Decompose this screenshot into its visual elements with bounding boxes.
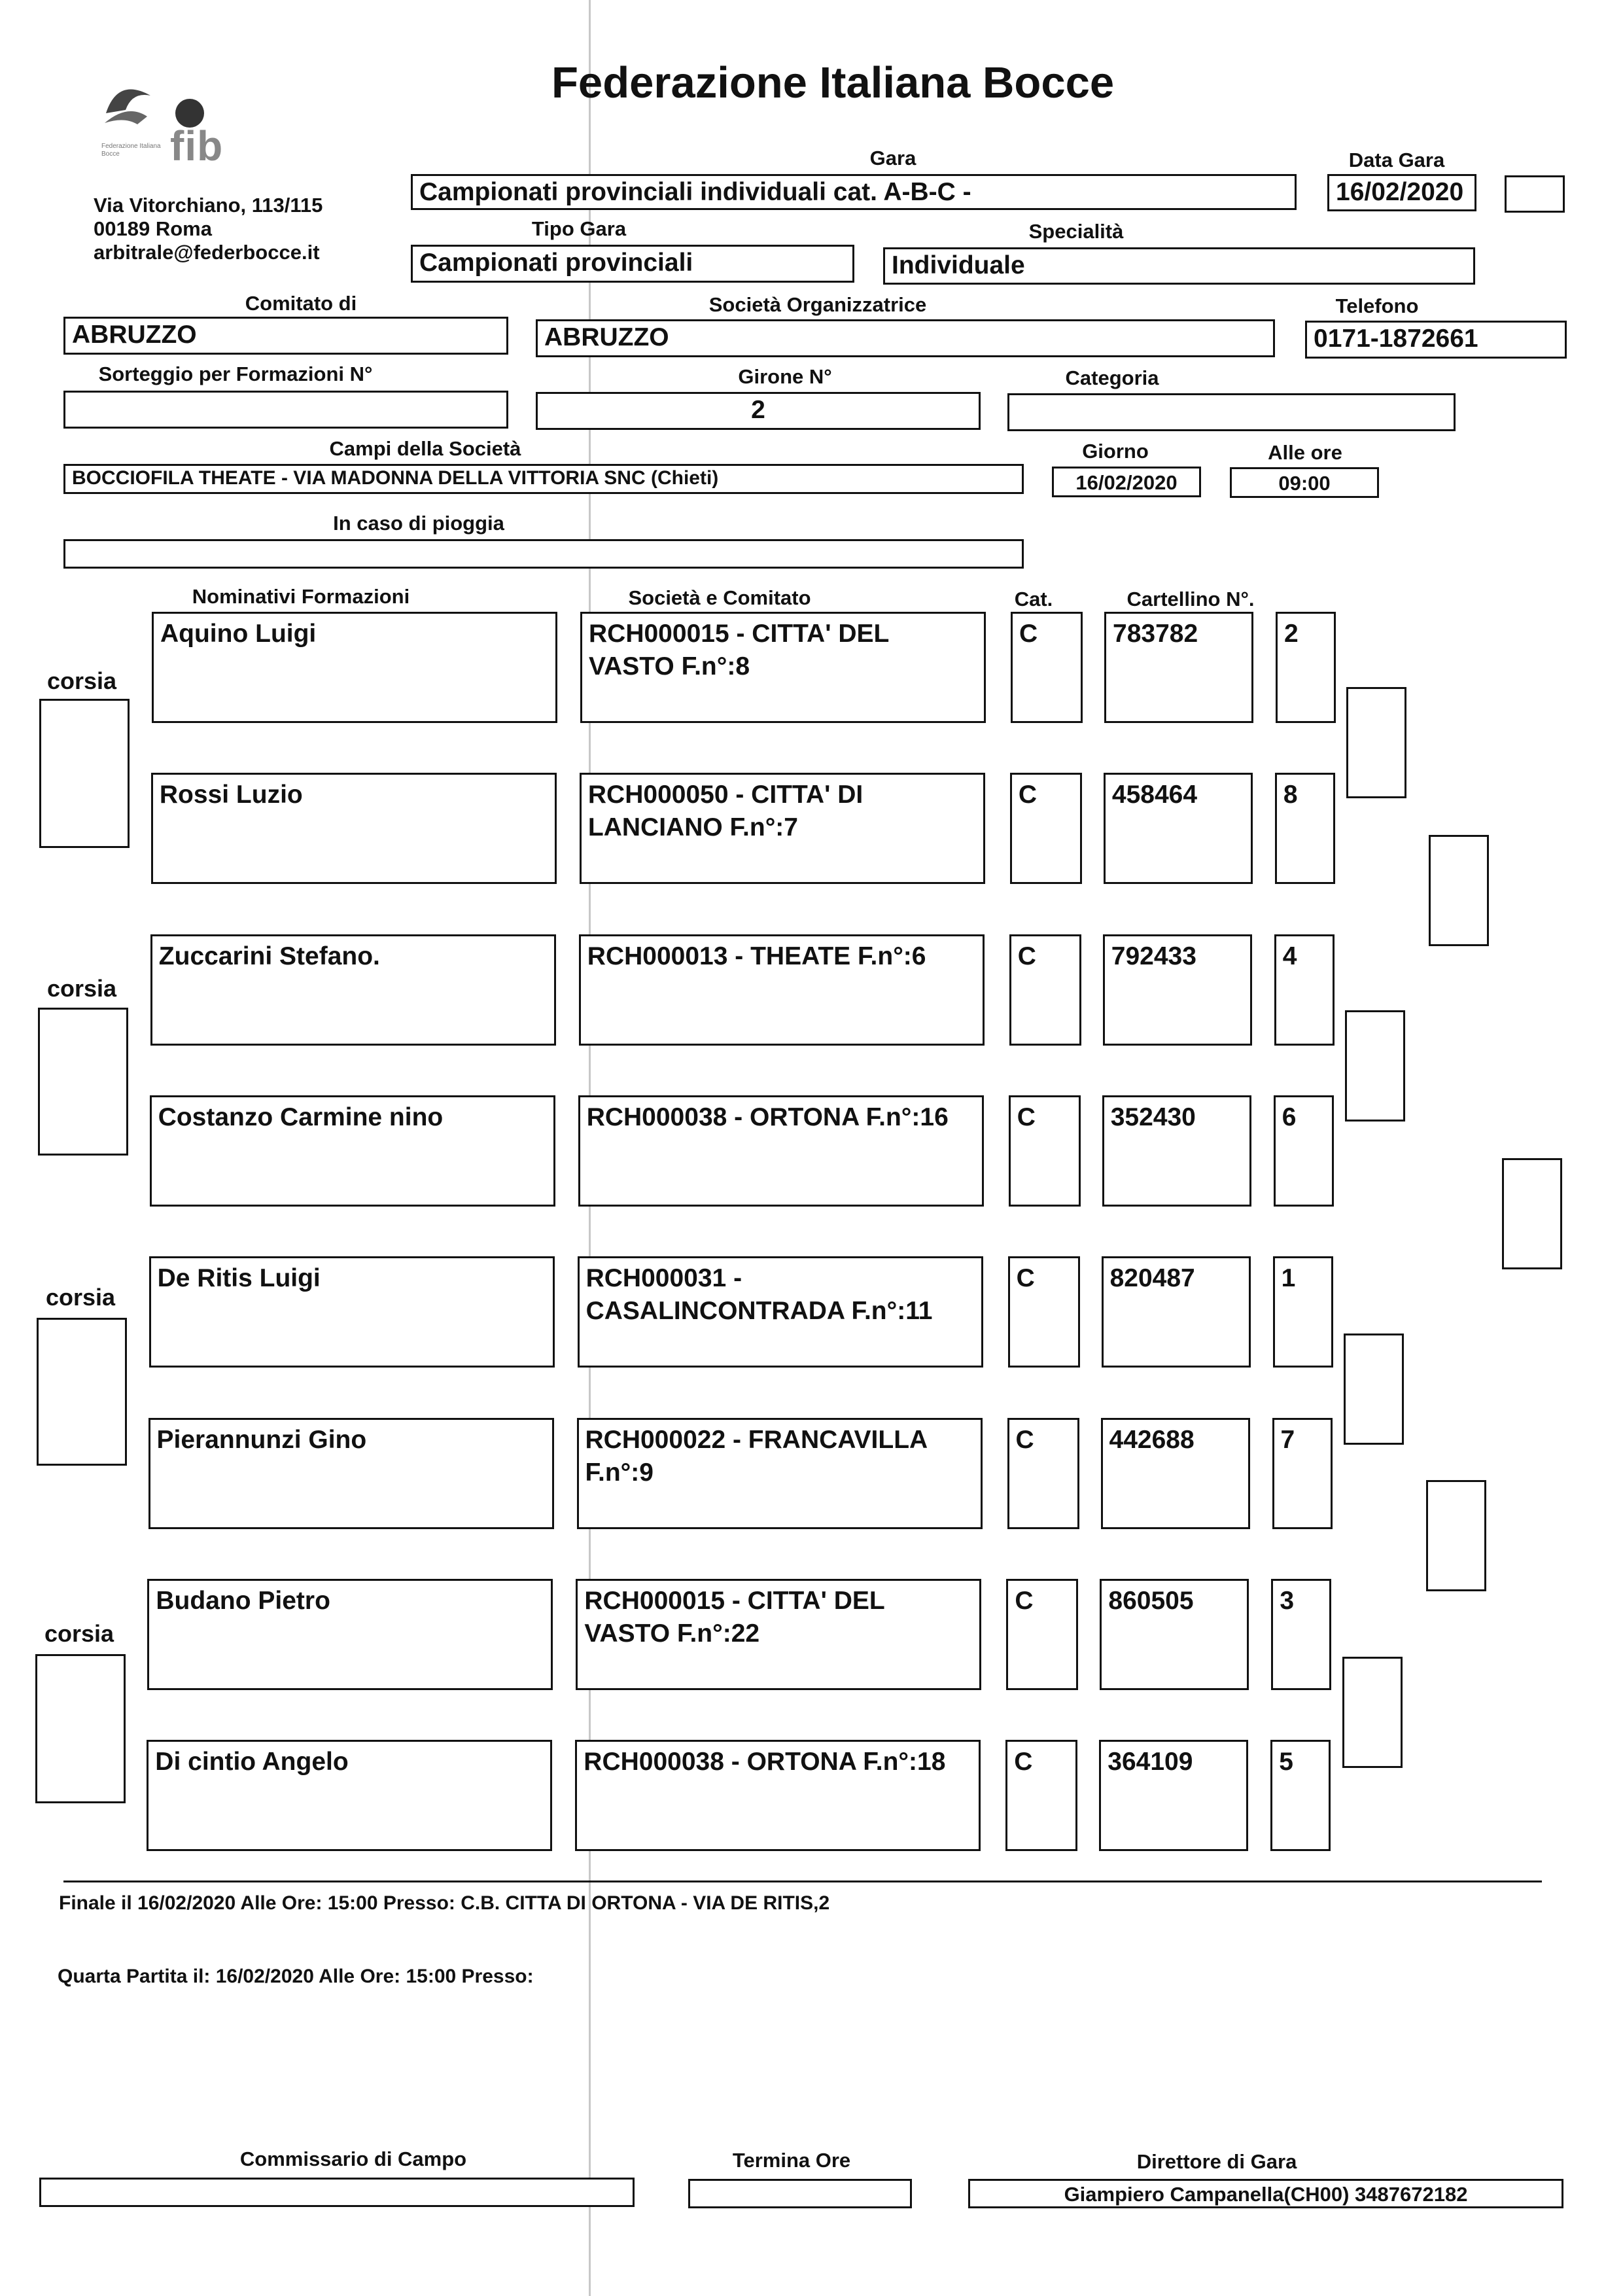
finale-info: Finale il 16/02/2020 Alle Ore: 15:00 Presso: C.B. CITTA DI ORTONA - VIA DE RITIS,2 — [59, 1892, 830, 1914]
header-cartellino: Cartellino N°. — [1126, 588, 1255, 610]
entry-number: 7 — [1272, 1418, 1333, 1529]
entry-name: Zuccarini Stefano. — [150, 934, 556, 1046]
entry-societa: RCH000031 - CASALINCONTRADA F.n°:11 — [578, 1256, 983, 1368]
entry-societa: RCH000022 - FRANCAVILLA F.n°:9 — [577, 1418, 983, 1529]
giorno-label: Giorno — [1082, 440, 1149, 463]
entry-name: Di cintio Angelo — [147, 1740, 552, 1851]
entry-societa: RCH000038 - ORTONA F.n°:18 — [575, 1740, 981, 1851]
footer-divider — [63, 1881, 1542, 1882]
result-box — [1502, 1158, 1562, 1269]
entry-cartellino: 352430 — [1102, 1095, 1251, 1207]
entry-cartellino: 820487 — [1102, 1256, 1251, 1368]
logo-subtitle: Federazione Italiana Bocce — [101, 143, 161, 158]
entry-cat: C — [1005, 1740, 1077, 1851]
entry-societa: RCH000015 - CITTA' DEL VASTO F.n°:8 — [580, 612, 986, 723]
address-city: 00189 Roma — [94, 217, 212, 240]
gara-field: Campionati provinciali individuali cat. A-B-C - — [411, 174, 1297, 210]
entry-societa: RCH000015 - CITTA' DEL VASTO F.n°:22 — [576, 1579, 981, 1690]
gara-label: Gara — [869, 147, 916, 169]
corsia-box — [35, 1654, 126, 1803]
result-box — [1429, 835, 1489, 946]
comitato-field: ABRUZZO — [63, 317, 508, 355]
comitato-label: Comitato di — [245, 292, 357, 315]
entry-cartellino: 783782 — [1104, 612, 1253, 723]
specialita-field: Individuale — [883, 247, 1475, 285]
entry-number: 4 — [1274, 934, 1335, 1046]
quarta-partita-info: Quarta Partita il: 16/02/2020 Alle Ore: 15:00 Presso: — [58, 1966, 534, 1987]
direttore-label: Direttore di Gara — [1136, 2150, 1297, 2173]
entry-name: Budano Pietro — [147, 1579, 553, 1690]
telefono-field: 0171-1872661 — [1305, 321, 1567, 359]
entry-cartellino: 442688 — [1101, 1418, 1250, 1529]
alle-ore-field: 09:00 — [1230, 467, 1379, 498]
giorno-field: 16/02/2020 — [1052, 467, 1201, 497]
entry-number: 3 — [1271, 1579, 1331, 1690]
corsia-box — [39, 699, 130, 848]
blank-code-box — [1505, 175, 1565, 213]
campi-field: BOCCIOFILA THEATE - VIA MADONNA DELLA VITTORIA SNC (Chieti) — [63, 464, 1024, 494]
categoria-field — [1007, 393, 1456, 431]
entry-number: 6 — [1274, 1095, 1334, 1207]
entry-number: 8 — [1275, 773, 1335, 884]
result-box — [1426, 1480, 1486, 1591]
entry-cat: C — [1007, 1418, 1079, 1529]
corsia-box — [38, 1008, 128, 1156]
entry-cat: C — [1008, 1256, 1080, 1368]
entry-name: Aquino Luigi — [152, 612, 557, 723]
address-email: arbitrale@federbocce.it — [94, 241, 320, 264]
alle-ore-label: Alle ore — [1268, 441, 1342, 464]
entry-cartellino: 792433 — [1103, 934, 1252, 1046]
address-street: Via Vitorchiano, 113/115 — [94, 194, 323, 217]
commissario-field — [39, 2178, 635, 2207]
data-gara-label: Data Gara — [1348, 149, 1445, 171]
result-box — [1344, 1333, 1404, 1445]
header-societa: Società e Comitato — [628, 586, 811, 609]
page-title: Federazione Italiana Bocce — [551, 58, 1115, 107]
pioggia-field — [63, 539, 1024, 569]
entry-cartellino: 458464 — [1104, 773, 1253, 884]
federation-address — [94, 194, 323, 264]
entry-societa: RCH000050 - CITTA' DI LANCIANO F.n°:7 — [580, 773, 985, 884]
entry-number: 1 — [1273, 1256, 1333, 1368]
entry-name: Costanzo Carmine nino — [150, 1095, 555, 1207]
entry-name: Rossi Luzio — [151, 773, 557, 884]
fib-logo — [98, 77, 249, 175]
termina-ore-label: Termina Ore — [732, 2149, 851, 2172]
corsia-label: corsia — [47, 975, 117, 1002]
telefono-label: Telefono — [1335, 294, 1419, 317]
commissario-label: Commissario di Campo — [239, 2147, 467, 2170]
campi-label: Campi della Società — [329, 437, 521, 460]
entry-societa: RCH000038 - ORTONA F.n°:16 — [578, 1095, 984, 1207]
corsia-label: corsia — [47, 667, 117, 694]
entry-societa: RCH000013 - THEATE F.n°:6 — [579, 934, 985, 1046]
entry-cat: C — [1006, 1579, 1078, 1690]
specialita-label: Specialità — [1028, 220, 1124, 243]
societa-organizzatrice-field: ABRUZZO — [536, 319, 1275, 357]
header-nominativi: Nominativi Formazioni — [192, 585, 410, 608]
girone-label: Girone N° — [738, 365, 832, 388]
sorteggio-field — [63, 391, 508, 429]
categoria-label: Categoria — [1065, 366, 1159, 389]
termina-ore-field — [688, 2179, 912, 2208]
logo-wordmark: fib — [170, 122, 224, 169]
sorteggio-label: Sorteggio per Formazioni N° — [98, 362, 373, 385]
entry-number: 5 — [1270, 1740, 1331, 1851]
entry-cartellino: 860505 — [1100, 1579, 1249, 1690]
entry-number: 2 — [1276, 612, 1336, 723]
result-box — [1345, 1010, 1405, 1122]
girone-field: 2 — [536, 392, 981, 430]
direttore-field: Giampiero Campanella(CH00) 3487672182 — [968, 2179, 1563, 2208]
data-gara-field: 16/02/2020 — [1327, 174, 1476, 211]
entry-cat: C — [1009, 934, 1081, 1046]
result-box — [1342, 1657, 1403, 1768]
entry-cat: C — [1009, 1095, 1081, 1207]
corsia-box — [37, 1318, 127, 1466]
corsia-label: corsia — [46, 1284, 116, 1311]
entry-name: De Ritis Luigi — [149, 1256, 555, 1368]
header-cat: Cat. — [1014, 588, 1053, 610]
pioggia-label: In caso di pioggia — [333, 512, 504, 535]
result-box — [1346, 687, 1406, 798]
entry-cartellino: 364109 — [1099, 1740, 1248, 1851]
societa-organizzatrice-label: Società Organizzatrice — [708, 293, 927, 316]
tipo-gara-label: Tipo Gara — [531, 217, 627, 240]
corsia-label: corsia — [44, 1620, 114, 1647]
entry-cat: C — [1010, 773, 1082, 884]
tipo-gara-field: Campionati provinciali — [411, 245, 854, 283]
entry-name: Pierannunzi Gino — [148, 1418, 554, 1529]
entry-cat: C — [1011, 612, 1083, 723]
